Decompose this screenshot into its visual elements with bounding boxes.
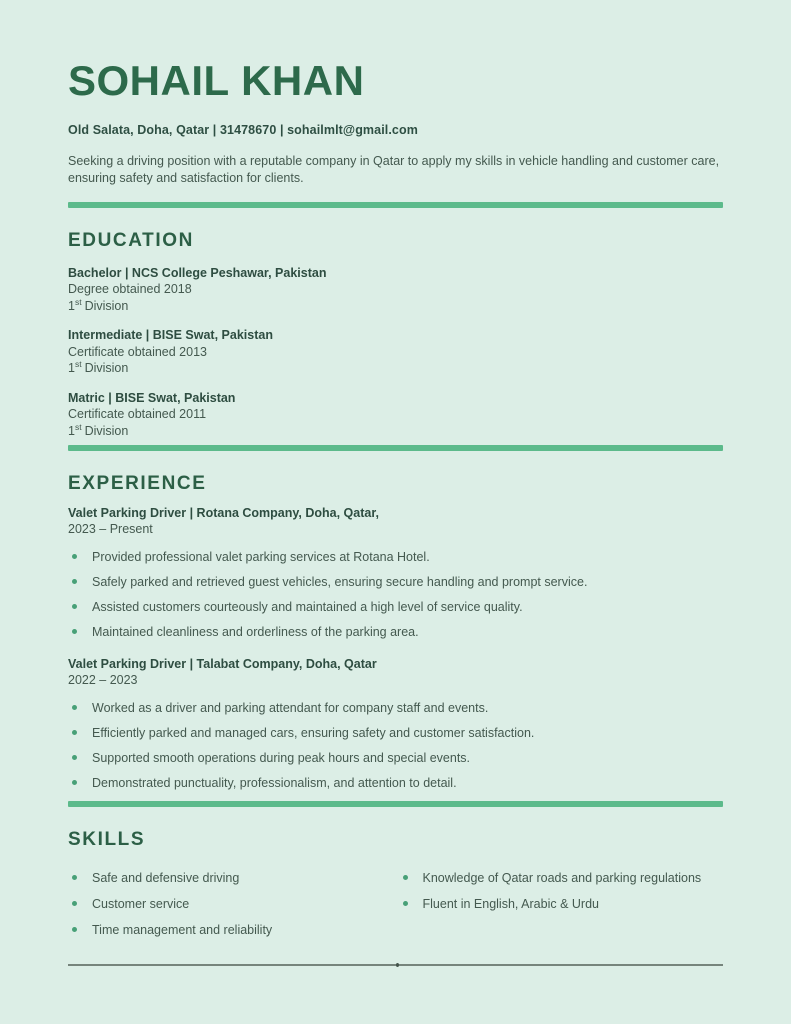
division-number: 1 — [68, 423, 75, 438]
education-entry-division — [68, 360, 723, 377]
skill-item — [68, 897, 393, 911]
skills-heading: SKILLS — [68, 829, 146, 851]
job-bullet-text: Safely parked and retrieved guest vehicles, ensuring secure handling and prompt service. — [92, 575, 588, 590]
job-bullet-text: Efficiently parked and managed cars, ensuring safety and customer satisfaction. — [92, 726, 535, 741]
education-entry-title: Bachelor | NCS College Peshawar, Pakistan — [68, 265, 327, 280]
skill-item — [68, 871, 393, 885]
division-ordinal: st — [74, 296, 82, 307]
section-divider — [68, 445, 723, 451]
experience-job — [68, 505, 723, 639]
education-entry-title: Matric | BISE Swat, Pakistan — [68, 390, 236, 405]
section-divider — [68, 202, 723, 208]
bullet-dot-icon — [72, 755, 77, 760]
education-entry-title: Intermediate | BISE Swat, Pakistan — [68, 328, 273, 343]
job-dates: 2023 – Present — [68, 522, 153, 537]
division-ordinal: st — [74, 359, 82, 370]
bullet-dot-icon — [72, 579, 77, 584]
education-entry — [68, 327, 723, 377]
division-ordinal: st — [74, 421, 82, 432]
job-title: Valet Parking Driver | Talabat Company, Doha, Qatar — [68, 657, 377, 672]
job-bullet-item — [68, 550, 723, 564]
education-heading: EDUCATION — [68, 229, 194, 251]
contact-line: Old Salata, Doha, Qatar | 31478670 | sohailmlt@gmail.com — [68, 123, 418, 138]
job-bullet-item — [68, 575, 723, 589]
resume-name: SOHAIL KHAN — [68, 57, 365, 104]
bullet-dot-icon — [403, 875, 408, 880]
bullet-dot-icon — [72, 554, 77, 559]
skill-item — [399, 871, 724, 885]
job-dates: 2022 – 2023 — [68, 673, 138, 688]
job-bullet-item — [68, 776, 723, 790]
experience-job — [68, 656, 723, 790]
skill-text: Customer service — [92, 897, 190, 912]
education-entry-detail: Degree obtained 2018 — [68, 282, 192, 297]
skill-text: Time management and reliability — [92, 923, 273, 938]
job-title: Valet Parking Driver | Rotana Company, Doha, Qatar, — [68, 506, 379, 521]
bullet-dot-icon — [72, 604, 77, 609]
section-divider — [68, 801, 723, 807]
education-entry-detail: Certificate obtained 2013 — [68, 344, 207, 359]
job-bullet-item — [68, 726, 723, 740]
bullet-dot-icon — [403, 901, 408, 906]
job-bullet-item — [68, 701, 723, 715]
division-number: 1 — [68, 298, 75, 313]
job-bullet-item — [68, 751, 723, 765]
objective-text: Seeking a driving position with a reputable company in Qatar to apply my skills in vehicle handling and customer care, ensuring safety and satisfaction for clients. — [68, 154, 720, 186]
bullet-dot-icon — [72, 705, 77, 710]
education-entry-division — [68, 298, 723, 315]
bullet-dot-icon — [72, 730, 77, 735]
education-entry-detail: Certificate obtained 2011 — [68, 407, 207, 422]
division-label: Division — [84, 423, 129, 438]
bullet-dot-icon — [72, 901, 77, 906]
division-label: Division — [84, 298, 129, 313]
job-bullet-item — [68, 625, 723, 639]
experience-heading: EXPERIENCE — [68, 473, 207, 495]
bullet-dot-icon — [72, 927, 77, 932]
skill-text: Knowledge of Qatar roads and parking regulations — [422, 871, 702, 886]
bullet-dot-icon — [72, 629, 77, 634]
footer-divider-dot — [396, 963, 399, 967]
bullet-dot-icon — [72, 875, 77, 880]
education-entry — [68, 265, 723, 315]
skill-item — [68, 923, 393, 937]
skills-right-column — [399, 871, 724, 923]
skills-grid — [68, 871, 723, 949]
job-bullet-text: Provided professional valet parking services at Rotana Hotel. — [92, 550, 430, 565]
education-entry-division — [68, 423, 723, 440]
division-label: Division — [84, 361, 129, 376]
job-bullet-item — [68, 600, 723, 614]
job-bullet-text: Demonstrated punctuality, professionalism, and attention to detail. — [92, 776, 457, 791]
experience-section — [68, 473, 723, 790]
skills-left-column — [68, 871, 393, 949]
skill-text: Fluent in English, Arabic & Urdu — [422, 897, 599, 912]
education-entry — [68, 390, 723, 440]
job-bullet-text: Maintained cleanliness and orderliness of the parking area. — [92, 625, 419, 640]
job-bullet-text: Assisted customers courteously and maintained a high level of service quality. — [92, 600, 523, 615]
bullet-dot-icon — [72, 780, 77, 785]
job-bullet-text: Worked as a driver and parking attendant for company staff and events. — [92, 701, 489, 716]
job-bullet-text: Supported smooth operations during peak hours and special events. — [92, 751, 471, 766]
skill-text: Safe and defensive driving — [92, 871, 240, 886]
footer-divider — [68, 964, 723, 966]
skill-item — [399, 897, 724, 911]
division-number: 1 — [68, 361, 75, 376]
